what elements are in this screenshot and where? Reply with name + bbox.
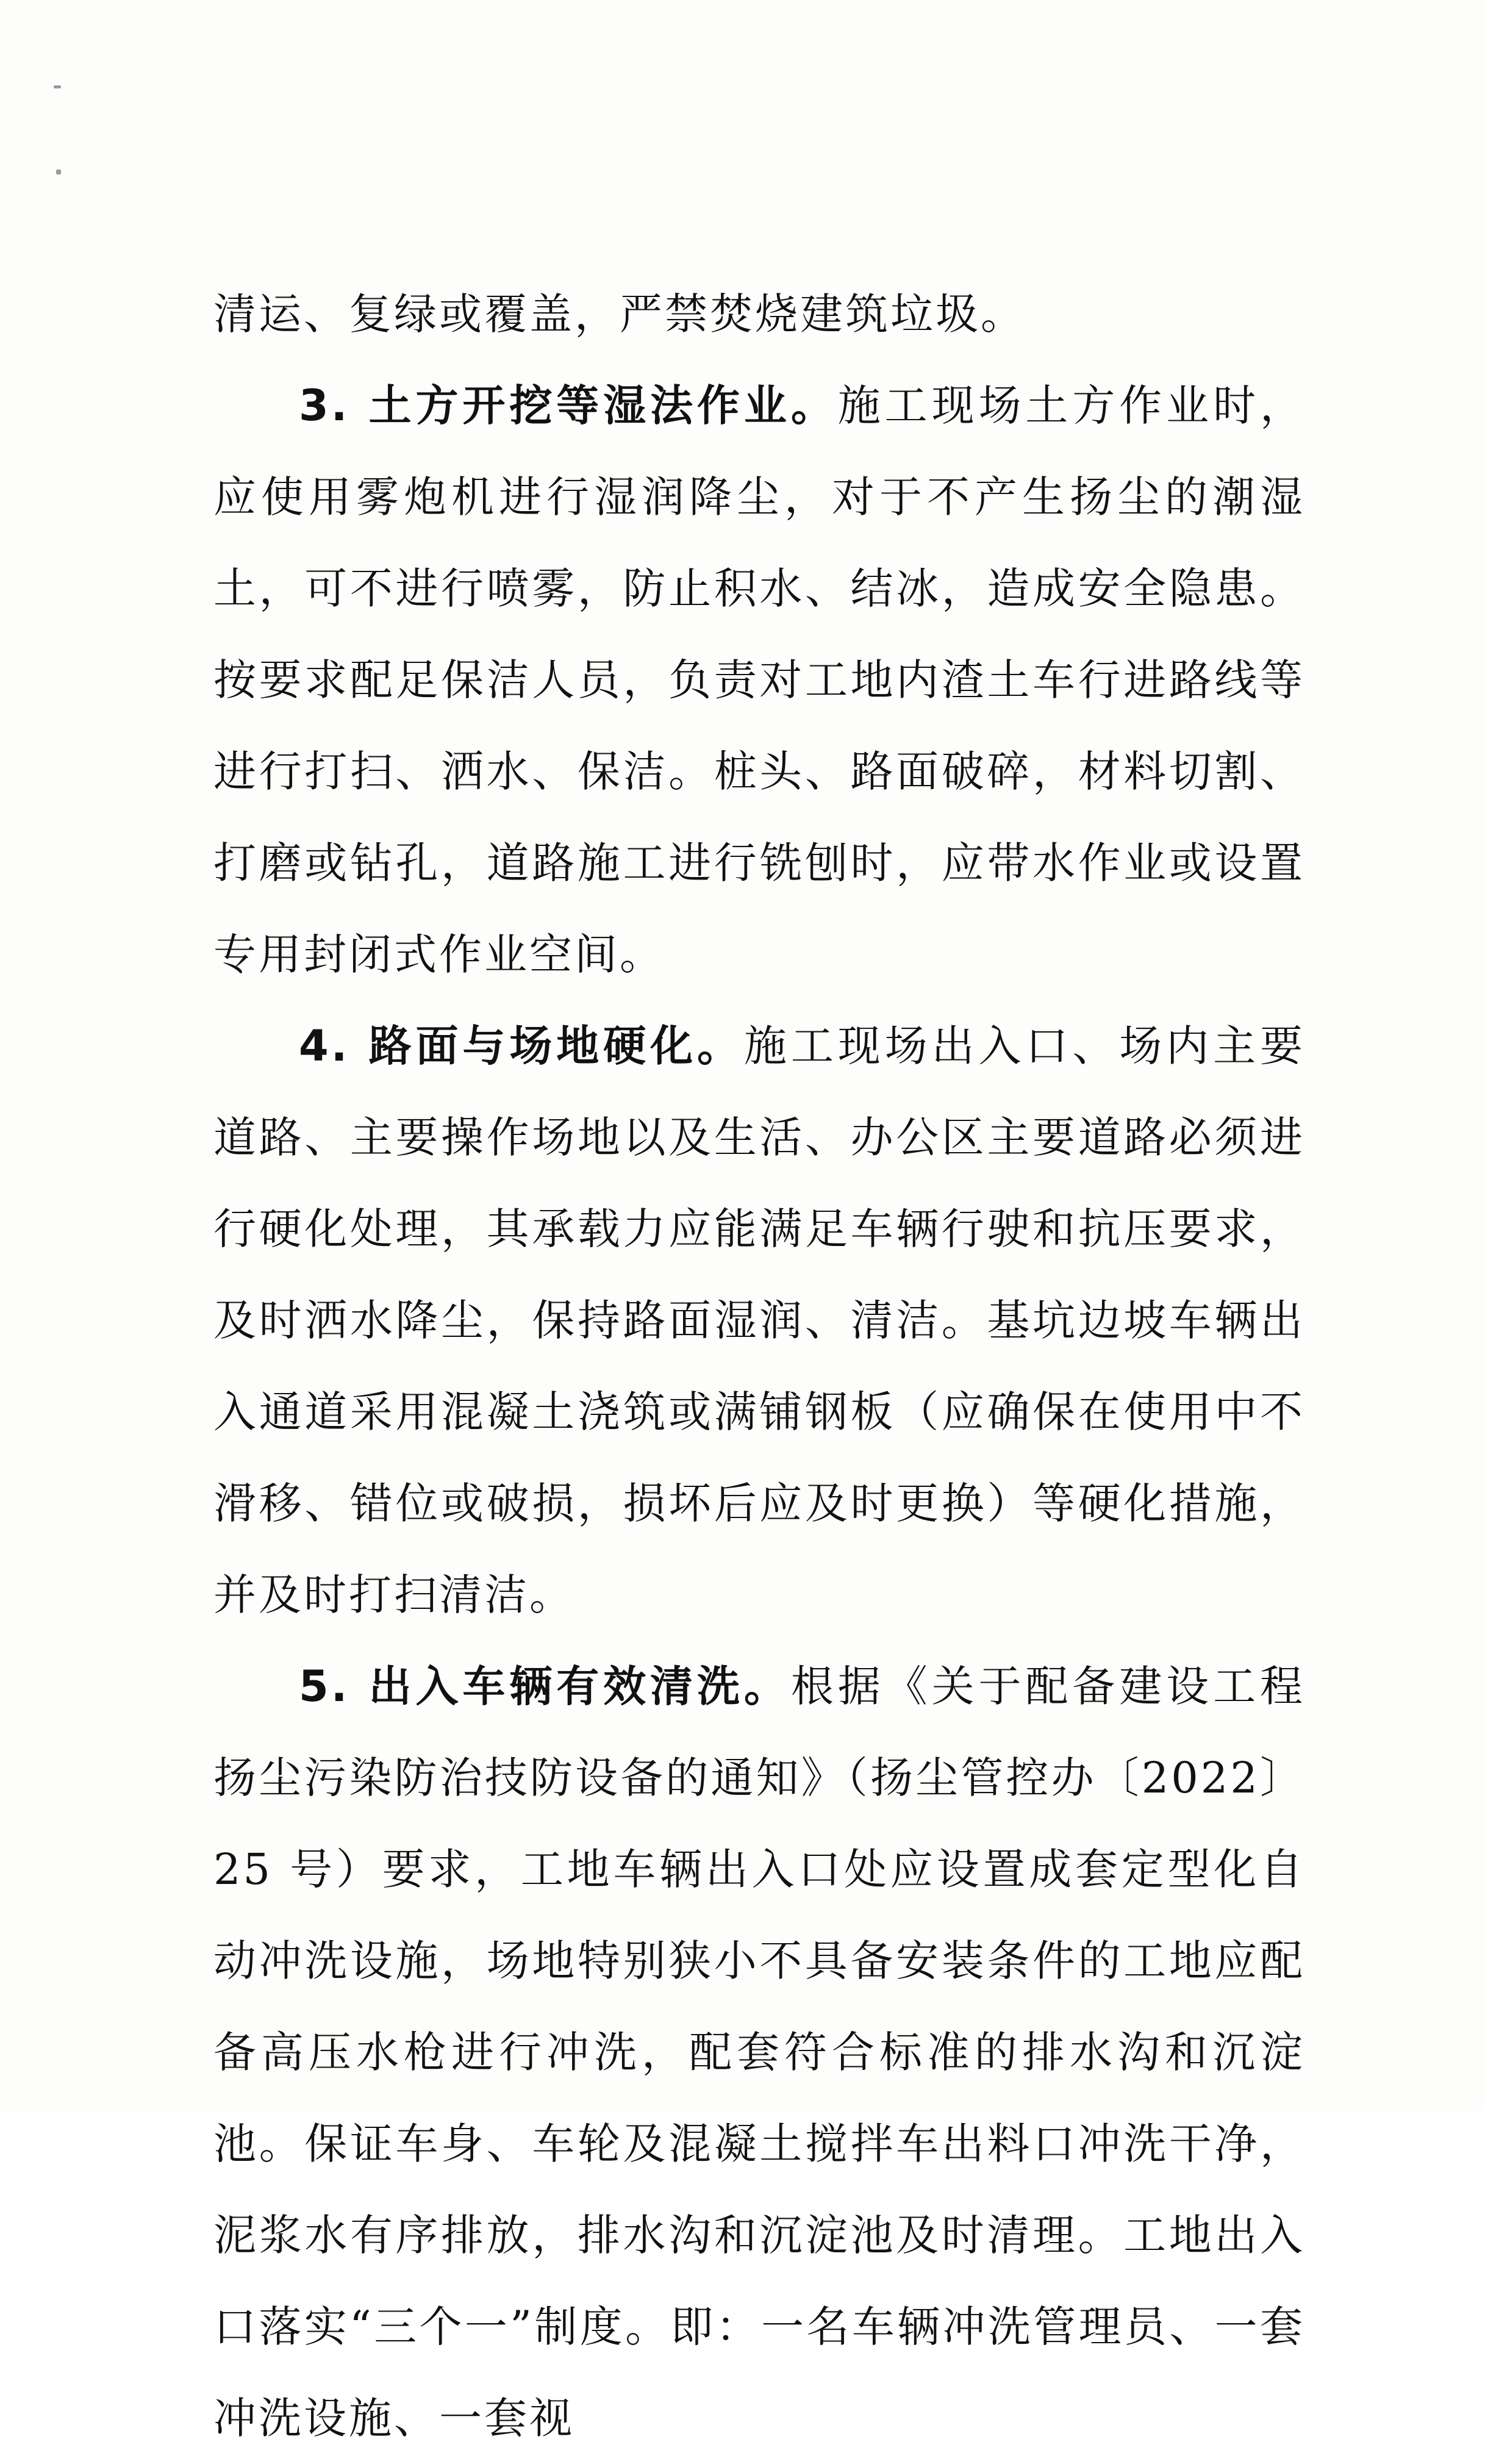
scan-speck-top — [54, 85, 61, 88]
paragraph-text: 清运、复绿或覆盖，严禁焚烧建筑垃圾。 — [213, 289, 1026, 339]
paragraph-earthwork — [213, 360, 1305, 1000]
paragraph-text: 根据《关于配备建设工程扬尘污染防治技防设备的通知》（扬尘管控办〔2022〕25 号）要求，工地车辆出入口处应设置成套定型化自动冲洗设施，场地特别狭小不具备安装条件的工地应配备高压水枪进行冲洗，配套符合标准的排水沟和沉淀池。保证车身、车轮及混凝土搅拌车出料口冲洗干净，泥浆水有序排放，排水沟和沉淀池及时清理。工地出入口落实“三个一”制度。即：一名车辆冲洗管理员、一套冲洗设施、一套视 — [213, 1661, 1306, 2443]
paragraph-continuation — [213, 268, 1305, 360]
paragraph-text: 施工现场土方作业时，应使用雾炮机进行湿润降尘，对于不产生扬尘的潮湿土，可不进行喷雾，防止积水、结冰，造成安全隐患。按要求配足保洁人员，负责对工地内渣土车行进路线等进行打扫、洒水、保洁。桩头、路面破碎，材料切割、打磨或钻孔，道路施工进行铣刨时，应带水作业或设置专用封闭式作业空间。 — [213, 381, 1305, 980]
paragraph-road-hardening — [213, 1000, 1305, 1641]
scan-speck-bottom — [56, 170, 61, 174]
paragraph-text: 施工现场出入口、场内主要道路、主要操作场地以及生活、办公区主要道路必须进行硬化处理，其承载力应能满足车辆行驶和抗压要求，及时洒水降尘，保持路面湿润、清洁。基坑边坡车辆出入通道采用混凝土浇筑或满铺钢板（应确保在使用中不滑移、错位或破损，损坏后应及时更换）等硬化措施，并及时打扫清洁。 — [213, 1021, 1306, 1620]
document-body — [213, 268, 1305, 2464]
paragraph-heading: 5. 出入车辆有效清洗。 — [299, 1661, 791, 1711]
paragraph-vehicle-washing — [213, 1641, 1305, 2464]
paragraph-heading: 4. 路面与场地硬化。 — [299, 1021, 744, 1071]
paragraph-heading: 3. 土方开挖等湿法作业。 — [299, 381, 838, 431]
